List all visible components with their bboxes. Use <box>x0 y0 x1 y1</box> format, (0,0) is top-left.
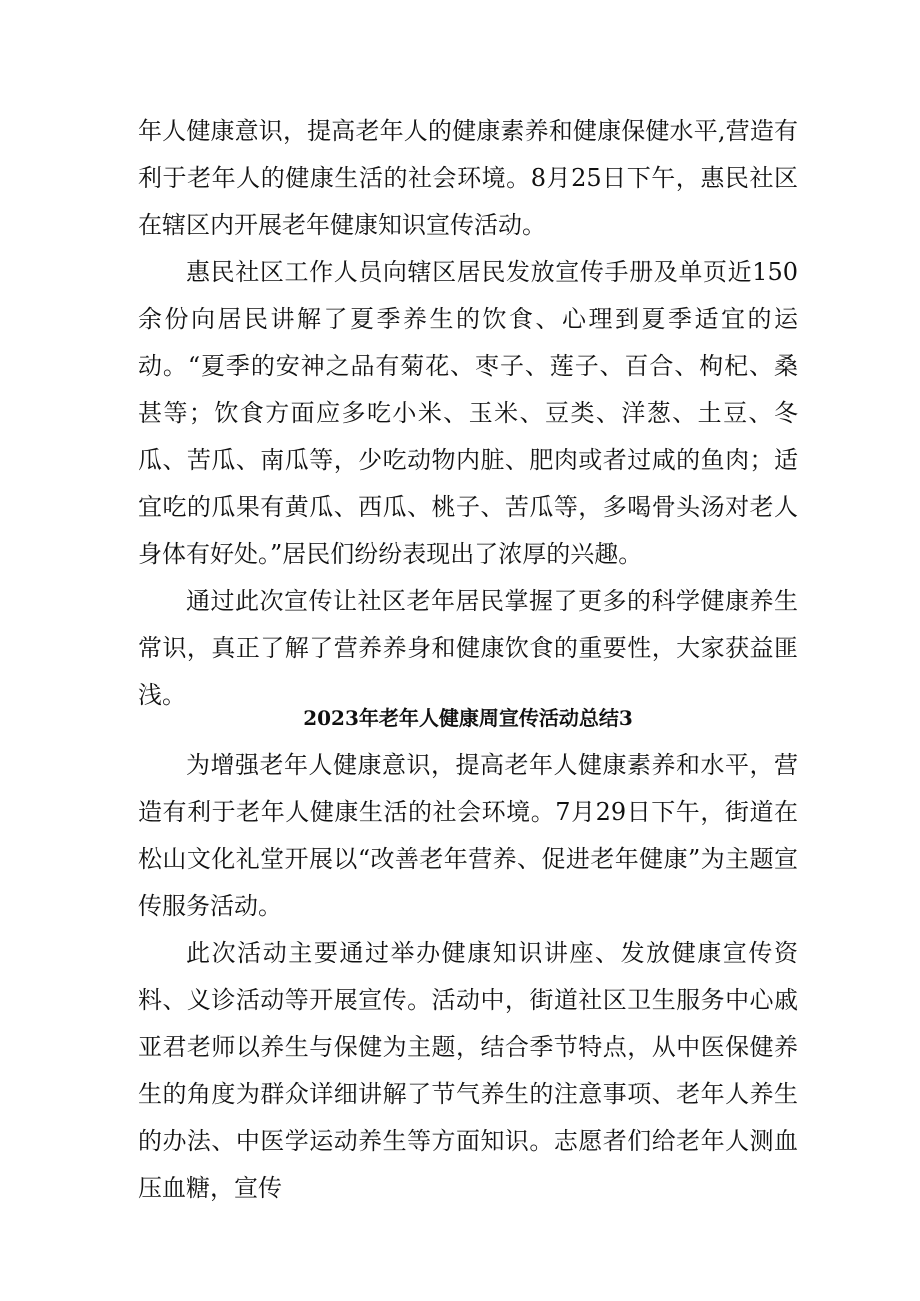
paragraph-conclusion: 通过此次宣传让社区老年居民掌握了更多的科学健康养生常识，真正了解了营养养身和健康饮食的重要性，大家获益匪浅。 <box>138 587 798 709</box>
paragraph-distribution: 惠民社区工作人员向辖区居民发放宣传手册及单页近150余份向居民讲解了夏季养生的饮食、心理到夏季适宜的运动。“夏季的安神之品有菊花、枣子、莲子、百合、枸杞、桑甚等；饮食方面应多吃小米、玉米、豆类、洋葱、土豆、冬瓜、苦瓜、南瓜等，少吃动物内脏、肥肉或者过咸的鱼肉；适宜吃的瓜果有黄瓜、西瓜、桃子、苦瓜等，多喝骨头汤对老人身体有好处。”居民们纷纷表现出了浓厚的兴趣。 <box>138 258 798 568</box>
paragraph-intro-3: 为增强老年人健康意识，提高老年人健康素养和水平，营造有利于老年人健康生活的社会环境。7月29日下午，街道在松山文化礼堂开展以“改善老年营养、促进老年健康”为主题宣传服务活动。 <box>138 751 798 920</box>
paragraph-continuation: 年人健康意识，提高老年人的健康素养和健康保健水平,营造有利于老年人的健康生活的社会环境。8月25日下午，惠民社区在辖区内开展老年健康知识宣传活动。 <box>138 117 798 239</box>
paragraph-activities-3: 此次活动主要通过举办健康知识讲座、发放健康宣传资料、义诊活动等开展宣传。活动中，街道社区卫生服务中心戚亚君老师以养生与保健为主题，结合季节特点，从中医保健养生的角度为群众详细讲解了节气养生的注意事项、老年人养生的办法、中医学运动养生等方面知识。志愿者们给老年人测血压血糖，宣传 <box>138 939 798 1202</box>
section-title: 2023年老年人健康周宣传活动总结3 <box>303 706 633 730</box>
